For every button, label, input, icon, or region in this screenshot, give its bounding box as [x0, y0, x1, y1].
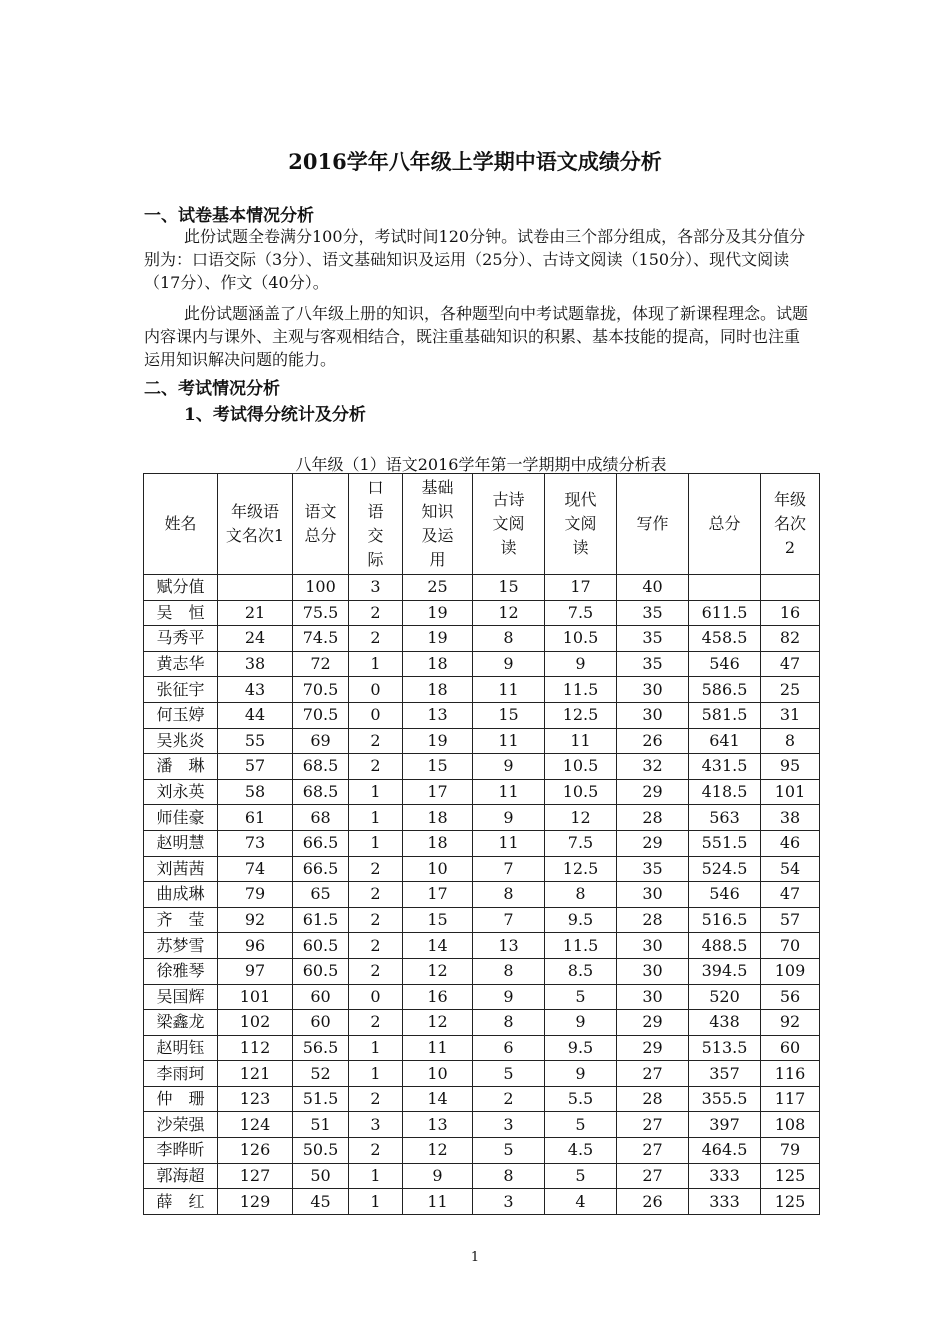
cell-classical-reading: 11 [473, 830, 545, 856]
cell-classical-reading: 11 [473, 779, 545, 805]
cell-writing: 28 [617, 805, 689, 831]
cell-classical-reading: 5 [473, 1061, 545, 1087]
page-number: 1 [470, 1250, 480, 1265]
cell-basics: 19 [403, 728, 473, 754]
cell-chinese-total: 50.5 [293, 1138, 349, 1164]
cell-writing: 30 [617, 882, 689, 908]
cell-classical-reading: 11 [473, 728, 545, 754]
cell-chinese-total: 51.5 [293, 1086, 349, 1112]
cell-classical-reading: 2 [473, 1086, 545, 1112]
header-classical-reading: 古诗文阅读 [473, 474, 545, 575]
cell-modern-reading: 9 [545, 651, 617, 677]
cell-grade-rank-2: 56 [761, 984, 820, 1010]
cell-writing: 40 [617, 575, 689, 601]
table-row [144, 882, 820, 908]
cell-basics: 10 [403, 1061, 473, 1087]
cell-modern-reading: 17 [545, 575, 617, 601]
cell-modern-reading: 11.5 [545, 933, 617, 959]
cell-chinese-total: 52 [293, 1061, 349, 1087]
cell-chinese-total: 100 [293, 575, 349, 601]
cell-total: 546 [689, 882, 761, 908]
cell-grade-rank-1: 124 [218, 1112, 293, 1138]
table-row [144, 728, 820, 754]
cell-chinese-total: 60 [293, 984, 349, 1010]
header-chinese-total: 语文总分 [293, 474, 349, 575]
cell-writing: 30 [617, 958, 689, 984]
cell-grade-rank-1: 92 [218, 907, 293, 933]
cell-chinese-total: 61.5 [293, 907, 349, 933]
cell-modern-reading: 5.5 [545, 1086, 617, 1112]
cell-oral: 2 [349, 1086, 403, 1112]
cell-modern-reading: 4 [545, 1189, 617, 1215]
cell-grade-rank-1: 57 [218, 754, 293, 780]
cell-classical-reading: 15 [473, 575, 545, 601]
cell-name: 张征宇 [144, 677, 218, 703]
cell-total: 611.5 [689, 600, 761, 626]
cell-writing: 35 [617, 651, 689, 677]
table-row [144, 907, 820, 933]
cell-grade-rank-2: 101 [761, 779, 820, 805]
cell-basics: 9 [403, 1163, 473, 1189]
cell-chinese-total: 56.5 [293, 1035, 349, 1061]
table-row [144, 1086, 820, 1112]
cell-classical-reading: 8 [473, 1010, 545, 1036]
cell-modern-reading: 5 [545, 1112, 617, 1138]
cell-classical-reading: 13 [473, 933, 545, 959]
cell-grade-rank-2: 46 [761, 830, 820, 856]
table-row [144, 805, 820, 831]
cell-modern-reading: 10.5 [545, 779, 617, 805]
cell-total: 464.5 [689, 1138, 761, 1164]
cell-grade-rank-2: 25 [761, 677, 820, 703]
cell-writing: 27 [617, 1138, 689, 1164]
cell-writing: 29 [617, 779, 689, 805]
table-row [144, 779, 820, 805]
table-row [144, 958, 820, 984]
cell-classical-reading: 7 [473, 907, 545, 933]
cell-grade-rank-2: 125 [761, 1163, 820, 1189]
cell-basics: 12 [403, 1138, 473, 1164]
cell-total: 563 [689, 805, 761, 831]
cell-grade-rank-2 [761, 575, 820, 601]
cell-basics: 13 [403, 702, 473, 728]
table-row [144, 856, 820, 882]
cell-name: 李晔昕 [144, 1138, 218, 1164]
cell-basics: 12 [403, 958, 473, 984]
cell-name: 曲成琳 [144, 882, 218, 908]
table-row [144, 1035, 820, 1061]
cell-name: 师佳豪 [144, 805, 218, 831]
cell-chinese-total: 68.5 [293, 754, 349, 780]
cell-name: 赵明钰 [144, 1035, 218, 1061]
cell-basics: 15 [403, 907, 473, 933]
paragraph-exam-overview: 此份试题全卷满分100分，考试时间120分钟。试卷由三个部分组成，各部分及其分值分别为：口语交际（3分）、语文基础知识及运用（25分）、古诗文阅读（150分）、现代文阅读（17分）、作文（40分）。 [144, 227, 806, 292]
cell-classical-reading: 7 [473, 856, 545, 882]
cell-grade-rank-1: 44 [218, 702, 293, 728]
cell-grade-rank-2: 109 [761, 958, 820, 984]
page-title: 2016学年八年级上学期中语文成绩分析 [288, 149, 662, 174]
cell-grade-rank-1: 21 [218, 600, 293, 626]
cell-chinese-total: 65 [293, 882, 349, 908]
cell-grade-rank-1 [218, 575, 293, 601]
table-row [144, 626, 820, 652]
cell-chinese-total: 68.5 [293, 779, 349, 805]
cell-oral: 1 [349, 1163, 403, 1189]
table-row [144, 677, 820, 703]
cell-basics: 11 [403, 1189, 473, 1215]
cell-oral: 2 [349, 907, 403, 933]
cell-modern-reading: 12.5 [545, 702, 617, 728]
cell-classical-reading: 3 [473, 1189, 545, 1215]
cell-classical-reading: 6 [473, 1035, 545, 1061]
cell-writing: 35 [617, 856, 689, 882]
cell-grade-rank-1: 58 [218, 779, 293, 805]
cell-chinese-total: 68 [293, 805, 349, 831]
header-modern-reading: 现代文阅读 [545, 474, 617, 575]
cell-classical-reading: 9 [473, 805, 545, 831]
cell-modern-reading: 5 [545, 1163, 617, 1189]
cell-oral: 1 [349, 1189, 403, 1215]
cell-writing: 28 [617, 907, 689, 933]
paragraph-exam-content: 此份试题涵盖了八年级上册的知识，各种题型向中考试题靠拢，体现了新课程理念。试题内容课内与课外、主观与客观相结合，既注重基础知识的积累、基本技能的提高，同时也注重运用知识解决问题的能力。 [144, 304, 809, 369]
cell-basics: 10 [403, 856, 473, 882]
cell-oral: 2 [349, 1138, 403, 1164]
cell-writing: 29 [617, 1010, 689, 1036]
cell-grade-rank-1: 112 [218, 1035, 293, 1061]
cell-chinese-total: 60.5 [293, 958, 349, 984]
cell-name: 刘茜茜 [144, 856, 218, 882]
cell-classical-reading: 9 [473, 984, 545, 1010]
cell-writing: 29 [617, 1035, 689, 1061]
cell-oral: 0 [349, 984, 403, 1010]
cell-name: 黄志华 [144, 651, 218, 677]
cell-name: 马秀平 [144, 626, 218, 652]
cell-oral: 2 [349, 1010, 403, 1036]
cell-oral: 3 [349, 575, 403, 601]
cell-classical-reading: 11 [473, 677, 545, 703]
cell-writing: 26 [617, 728, 689, 754]
cell-oral: 2 [349, 626, 403, 652]
table-row [144, 1163, 820, 1189]
cell-chinese-total: 51 [293, 1112, 349, 1138]
cell-modern-reading: 12 [545, 805, 617, 831]
cell-chinese-total: 45 [293, 1189, 349, 1215]
cell-total: 458.5 [689, 626, 761, 652]
cell-total: 586.5 [689, 677, 761, 703]
cell-grade-rank-2: 82 [761, 626, 820, 652]
header-writing: 写作 [617, 474, 689, 575]
cell-modern-reading: 11.5 [545, 677, 617, 703]
cell-basics: 17 [403, 779, 473, 805]
cell-total: 513.5 [689, 1035, 761, 1061]
cell-grade-rank-1: 101 [218, 984, 293, 1010]
cell-oral: 2 [349, 754, 403, 780]
cell-oral: 0 [349, 702, 403, 728]
cell-basics: 25 [403, 575, 473, 601]
section-heading-2: 二、考试情况分析 [144, 379, 280, 399]
cell-grade-rank-1: 127 [218, 1163, 293, 1189]
cell-classical-reading: 12 [473, 600, 545, 626]
cell-grade-rank-2: 16 [761, 600, 820, 626]
cell-writing: 27 [617, 1061, 689, 1087]
score-weight-row [144, 575, 820, 601]
header-name: 姓名 [144, 474, 218, 575]
cell-name: 沙荣强 [144, 1112, 218, 1138]
cell-chinese-total: 75.5 [293, 600, 349, 626]
cell-chinese-total: 74.5 [293, 626, 349, 652]
cell-oral: 1 [349, 779, 403, 805]
cell-name: 齐 莹 [144, 907, 218, 933]
cell-basics: 12 [403, 1010, 473, 1036]
table-row [144, 984, 820, 1010]
cell-oral: 2 [349, 856, 403, 882]
cell-classical-reading: 3 [473, 1112, 545, 1138]
cell-total: 418.5 [689, 779, 761, 805]
cell-grade-rank-2: 47 [761, 882, 820, 908]
cell-grade-rank-1: 97 [218, 958, 293, 984]
cell-chinese-total: 69 [293, 728, 349, 754]
cell-basics: 14 [403, 1086, 473, 1112]
cell-chinese-total: 66.5 [293, 830, 349, 856]
cell-name: 赋分值 [144, 575, 218, 601]
cell-total: 520 [689, 984, 761, 1010]
cell-basics: 18 [403, 830, 473, 856]
cell-grade-rank-2: 57 [761, 907, 820, 933]
cell-basics: 17 [403, 882, 473, 908]
section-heading-1: 一、试卷基本情况分析 [144, 206, 314, 226]
cell-name: 吴兆炎 [144, 728, 218, 754]
header-grade-rank-2: 年级名次2 [761, 474, 820, 575]
cell-writing: 35 [617, 626, 689, 652]
cell-modern-reading: 9.5 [545, 1035, 617, 1061]
cell-modern-reading: 4.5 [545, 1138, 617, 1164]
cell-modern-reading: 5 [545, 984, 617, 1010]
cell-chinese-total: 72 [293, 651, 349, 677]
cell-classical-reading: 15 [473, 702, 545, 728]
cell-name: 吴国辉 [144, 984, 218, 1010]
cell-basics: 13 [403, 1112, 473, 1138]
cell-classical-reading: 8 [473, 958, 545, 984]
cell-total: 516.5 [689, 907, 761, 933]
cell-modern-reading: 7.5 [545, 600, 617, 626]
cell-grade-rank-1: 38 [218, 651, 293, 677]
cell-basics: 16 [403, 984, 473, 1010]
cell-grade-rank-2: 108 [761, 1112, 820, 1138]
cell-grade-rank-1: 24 [218, 626, 293, 652]
table-header-row [144, 474, 820, 575]
cell-total: 394.5 [689, 958, 761, 984]
cell-oral: 2 [349, 933, 403, 959]
cell-modern-reading: 9 [545, 1010, 617, 1036]
cell-grade-rank-1: 123 [218, 1086, 293, 1112]
table-row [144, 651, 820, 677]
cell-basics: 14 [403, 933, 473, 959]
cell-name: 何玉婷 [144, 702, 218, 728]
cell-modern-reading: 10.5 [545, 626, 617, 652]
cell-writing: 35 [617, 600, 689, 626]
cell-total [689, 575, 761, 601]
cell-total: 357 [689, 1061, 761, 1087]
header-oral: 口语交际 [349, 474, 403, 575]
cell-name: 吴 恒 [144, 600, 218, 626]
cell-writing: 27 [617, 1112, 689, 1138]
table-row [144, 1061, 820, 1087]
cell-name: 苏梦雪 [144, 933, 218, 959]
cell-name: 刘永英 [144, 779, 218, 805]
cell-basics: 11 [403, 1035, 473, 1061]
cell-grade-rank-1: 55 [218, 728, 293, 754]
table-row [144, 1010, 820, 1036]
cell-grade-rank-1: 129 [218, 1189, 293, 1215]
cell-modern-reading: 9 [545, 1061, 617, 1087]
cell-modern-reading: 7.5 [545, 830, 617, 856]
cell-chinese-total: 60.5 [293, 933, 349, 959]
header-grade-rank-1: 年级语文名次1 [218, 474, 293, 575]
cell-name: 徐雅琴 [144, 958, 218, 984]
cell-grade-rank-2: 38 [761, 805, 820, 831]
cell-grade-rank-1: 73 [218, 830, 293, 856]
cell-oral: 1 [349, 830, 403, 856]
cell-modern-reading: 10.5 [545, 754, 617, 780]
cell-grade-rank-1: 96 [218, 933, 293, 959]
cell-writing: 26 [617, 1189, 689, 1215]
cell-total: 641 [689, 728, 761, 754]
cell-modern-reading: 8.5 [545, 958, 617, 984]
table-row [144, 754, 820, 780]
cell-total: 333 [689, 1163, 761, 1189]
cell-name: 赵明慧 [144, 830, 218, 856]
table-row [144, 1138, 820, 1164]
cell-grade-rank-2: 117 [761, 1086, 820, 1112]
cell-name: 薛 红 [144, 1189, 218, 1215]
cell-grade-rank-2: 79 [761, 1138, 820, 1164]
cell-grade-rank-1: 61 [218, 805, 293, 831]
cell-oral: 2 [349, 958, 403, 984]
header-basics: 基础知识及运用 [403, 474, 473, 575]
cell-grade-rank-2: 125 [761, 1189, 820, 1215]
cell-grade-rank-2: 54 [761, 856, 820, 882]
cell-classical-reading: 5 [473, 1138, 545, 1164]
table-row [144, 830, 820, 856]
table-row [144, 1189, 820, 1215]
cell-oral: 1 [349, 1061, 403, 1087]
cell-basics: 18 [403, 651, 473, 677]
cell-chinese-total: 70.5 [293, 702, 349, 728]
cell-total: 488.5 [689, 933, 761, 959]
table-row [144, 1112, 820, 1138]
cell-writing: 30 [617, 702, 689, 728]
cell-writing: 32 [617, 754, 689, 780]
cell-total: 333 [689, 1189, 761, 1215]
cell-oral: 1 [349, 805, 403, 831]
cell-total: 397 [689, 1112, 761, 1138]
header-total: 总分 [689, 474, 761, 575]
cell-basics: 19 [403, 600, 473, 626]
cell-chinese-total: 66.5 [293, 856, 349, 882]
cell-oral: 1 [349, 651, 403, 677]
cell-chinese-total: 50 [293, 1163, 349, 1189]
cell-grade-rank-2: 95 [761, 754, 820, 780]
cell-grade-rank-2: 116 [761, 1061, 820, 1087]
cell-grade-rank-2: 60 [761, 1035, 820, 1061]
cell-writing: 28 [617, 1086, 689, 1112]
cell-total: 581.5 [689, 702, 761, 728]
cell-name: 梁鑫龙 [144, 1010, 218, 1036]
cell-total: 546 [689, 651, 761, 677]
cell-classical-reading: 8 [473, 882, 545, 908]
cell-grade-rank-1: 102 [218, 1010, 293, 1036]
cell-grade-rank-1: 121 [218, 1061, 293, 1087]
cell-basics: 15 [403, 754, 473, 780]
cell-name: 李雨珂 [144, 1061, 218, 1087]
cell-modern-reading: 9.5 [545, 907, 617, 933]
cell-writing: 30 [617, 984, 689, 1010]
cell-modern-reading: 11 [545, 728, 617, 754]
cell-grade-rank-1: 43 [218, 677, 293, 703]
cell-grade-rank-1: 74 [218, 856, 293, 882]
cell-writing: 27 [617, 1163, 689, 1189]
cell-classical-reading: 9 [473, 651, 545, 677]
table-row [144, 702, 820, 728]
table-row [144, 933, 820, 959]
cell-oral: 2 [349, 728, 403, 754]
score-table [143, 473, 820, 1215]
cell-basics: 18 [403, 677, 473, 703]
cell-chinese-total: 70.5 [293, 677, 349, 703]
cell-name: 郭海超 [144, 1163, 218, 1189]
cell-oral: 0 [349, 677, 403, 703]
score-table-body [144, 575, 820, 1215]
cell-oral: 1 [349, 1035, 403, 1061]
cell-grade-rank-2: 47 [761, 651, 820, 677]
cell-modern-reading: 12.5 [545, 856, 617, 882]
cell-total: 355.5 [689, 1086, 761, 1112]
cell-basics: 19 [403, 626, 473, 652]
cell-classical-reading: 9 [473, 754, 545, 780]
table-row [144, 600, 820, 626]
cell-total: 551.5 [689, 830, 761, 856]
cell-grade-rank-2: 70 [761, 933, 820, 959]
cell-grade-rank-2: 92 [761, 1010, 820, 1036]
cell-classical-reading: 8 [473, 626, 545, 652]
cell-grade-rank-1: 126 [218, 1138, 293, 1164]
cell-name: 仲 珊 [144, 1086, 218, 1112]
cell-writing: 29 [617, 830, 689, 856]
cell-oral: 3 [349, 1112, 403, 1138]
cell-grade-rank-2: 8 [761, 728, 820, 754]
subsection-heading-1: 1、考试得分统计及分析 [184, 405, 366, 425]
cell-total: 438 [689, 1010, 761, 1036]
table-caption: 八年级（1）语文2016学年第一学期期中成绩分析表 [295, 455, 667, 474]
cell-grade-rank-1: 79 [218, 882, 293, 908]
cell-grade-rank-2: 31 [761, 702, 820, 728]
cell-writing: 30 [617, 933, 689, 959]
cell-modern-reading: 8 [545, 882, 617, 908]
cell-oral: 2 [349, 882, 403, 908]
cell-name: 潘 琳 [144, 754, 218, 780]
cell-total: 524.5 [689, 856, 761, 882]
cell-basics: 18 [403, 805, 473, 831]
cell-classical-reading: 8 [473, 1163, 545, 1189]
cell-chinese-total: 60 [293, 1010, 349, 1036]
cell-writing: 30 [617, 677, 689, 703]
cell-total: 431.5 [689, 754, 761, 780]
cell-oral: 2 [349, 600, 403, 626]
